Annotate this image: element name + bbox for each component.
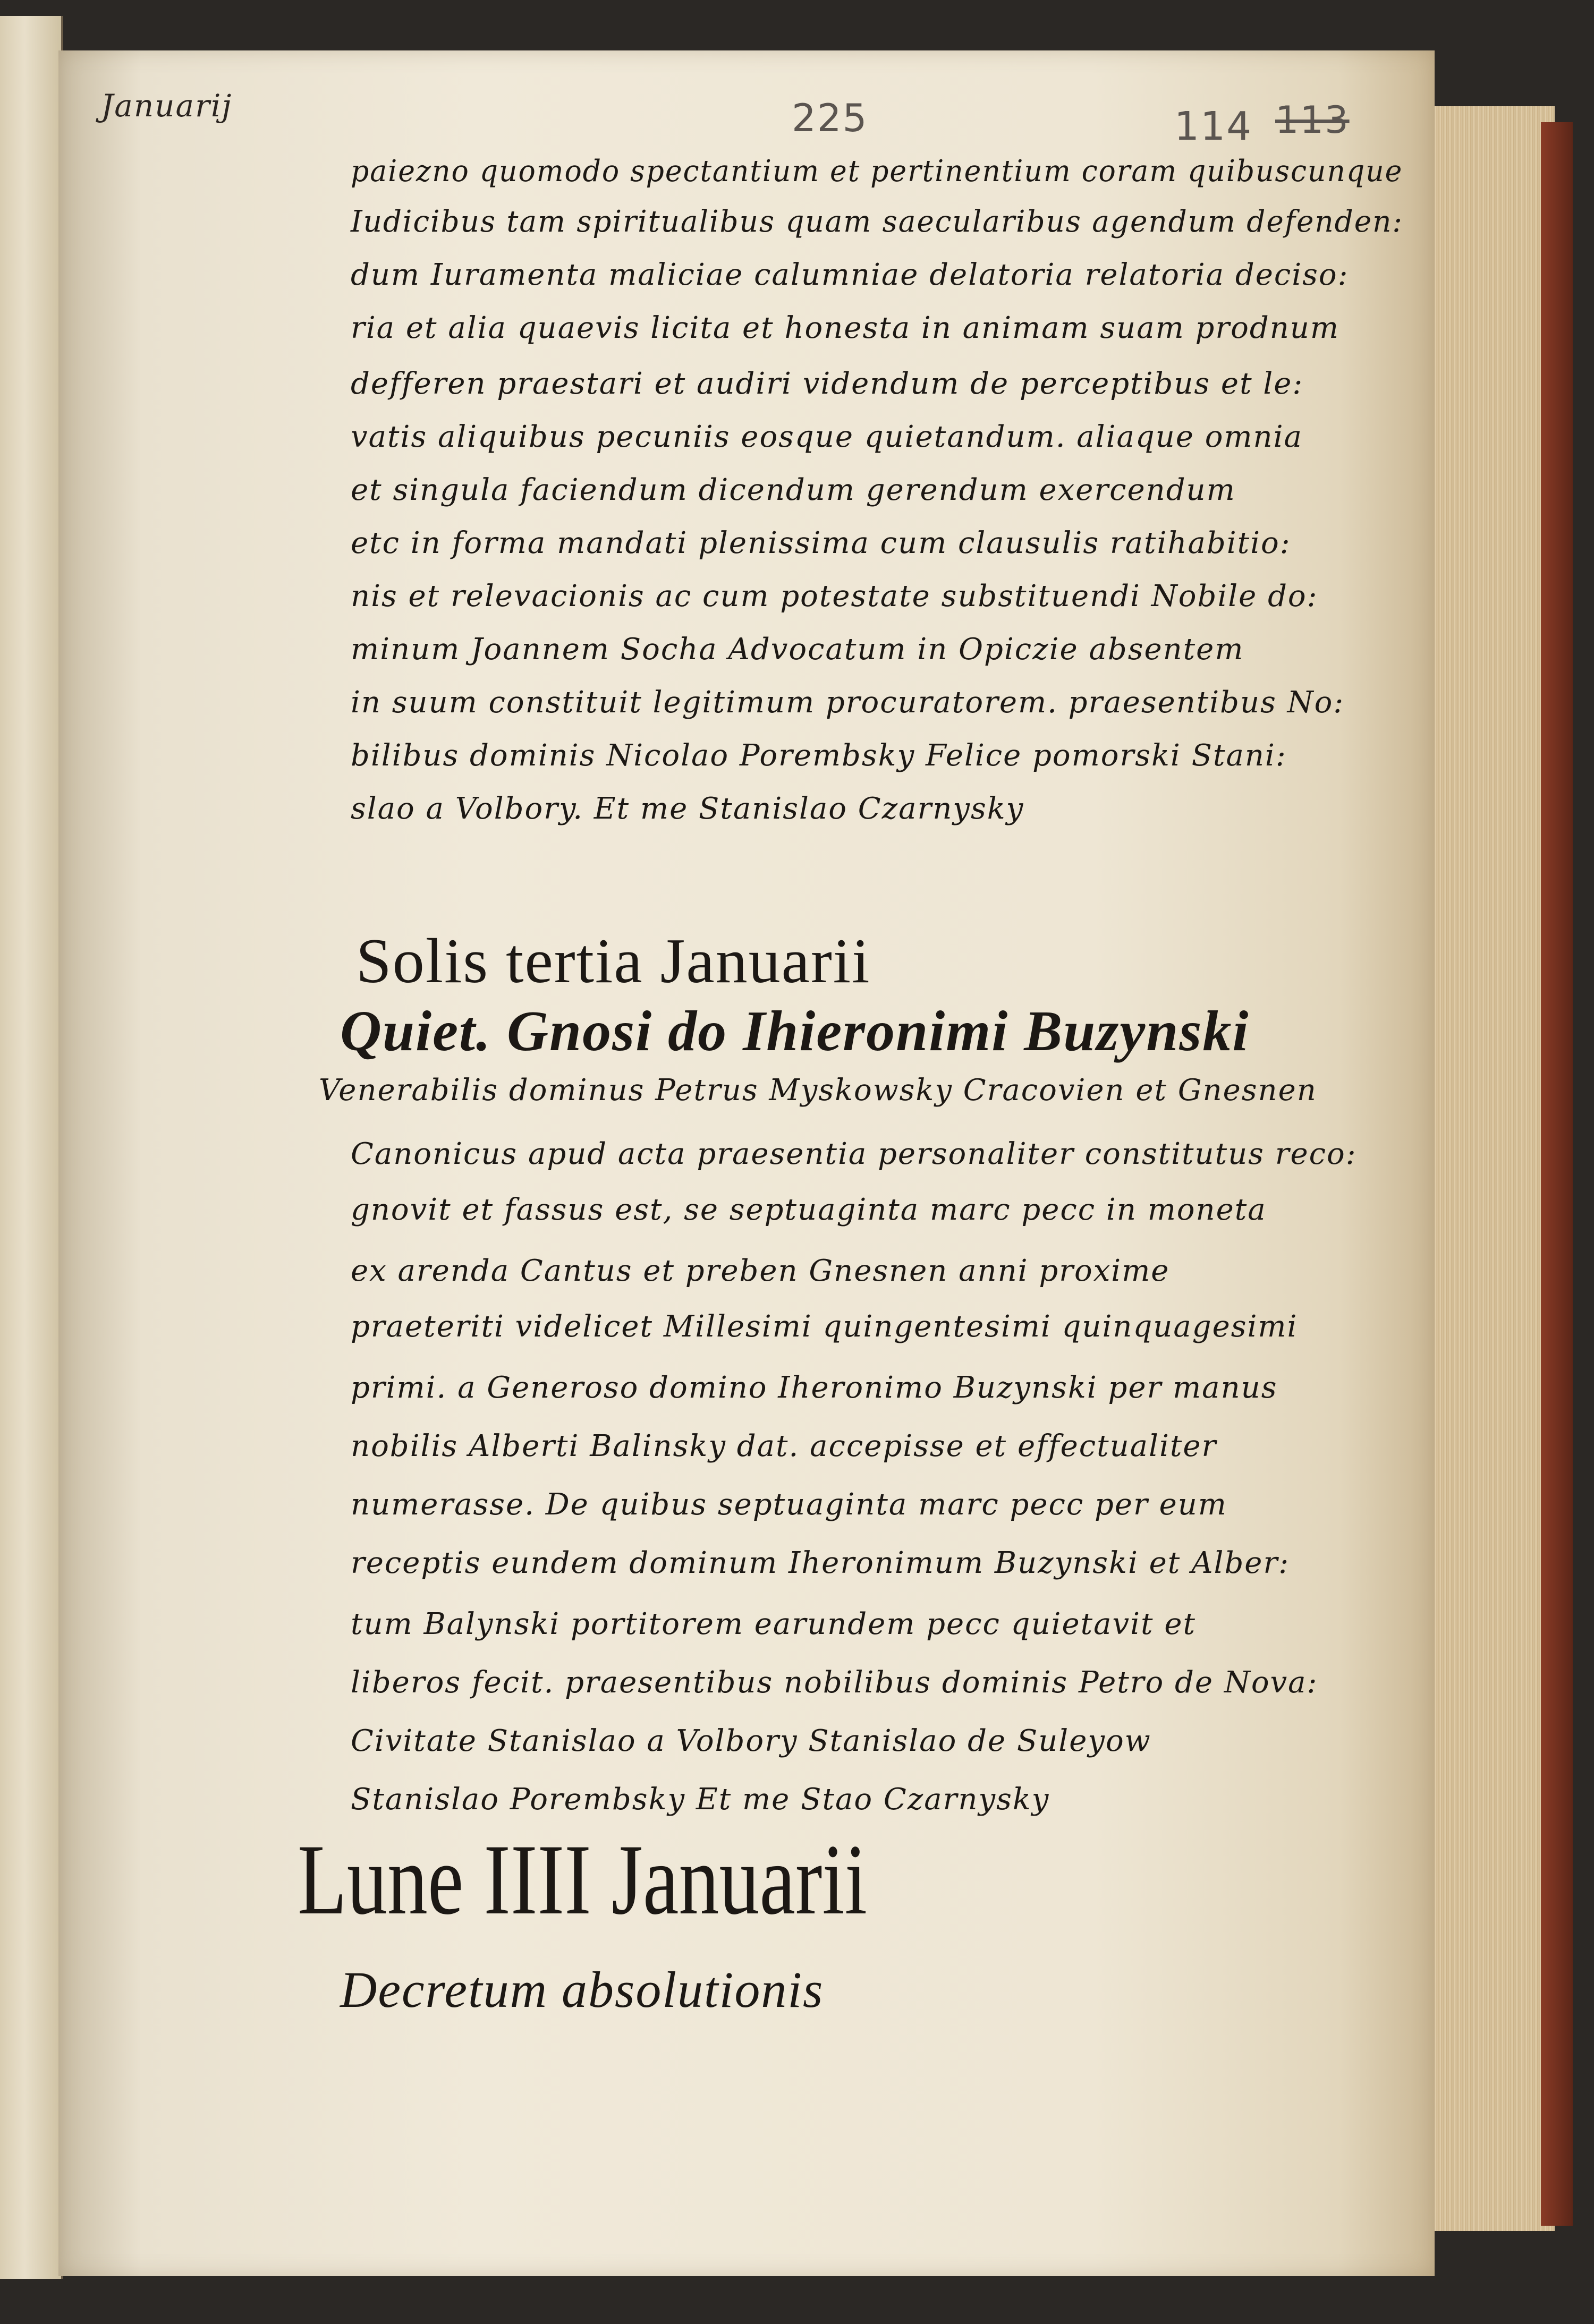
text-line: nobilis Alberti Balinsky dat. accepisse et effectualiter [351,1429,1217,1463]
heading-title-2: Decretum absolutionis [340,1961,824,2018]
text-line: vatis aliquibus pecuniis eosque quietandum. aliaque omnia [351,420,1303,454]
text-line: paiezno quomodo spectantium et pertinentium coram quibuscunque [351,154,1403,189]
text-line: bilibus dominis Nicolao Porembsky Felice pomorski Stani: [351,738,1287,773]
folio-number-1: 114 [1174,104,1253,149]
book-cover [1541,122,1573,2226]
text-line: et singula faciendum dicendum gerendum exercendum [351,473,1236,507]
text-line: receptis eundem dominum Iheronimum Buzynski et Alber: [351,1546,1290,1580]
text-line: minum Joannem Socha Advocatum in Opiczie absentem [351,632,1244,667]
text-line: ex arenda Cantus et preben Gnesnen anni proxime [351,1254,1170,1288]
text-line: Iudicibus tam spiritualibus quam saecularibus agendum defenden: [351,205,1403,239]
text-line: Venerabilis dominus Petrus Myskowsky Cracovien et Gnesnen [319,1073,1317,1108]
text-line: Canonicus apud acta praesentia personaliter constitutus reco: [351,1137,1357,1171]
text-line: primi. a Generoso domino Iheronimo Buzynski per manus [351,1370,1278,1405]
heading-date-1: Solis tertia Januarii [356,925,871,996]
heading-date-2: Lune IIII Januarii [298,1824,867,1936]
text-line: nis et relevacionis ac cum potestate substituendi Nobile do: [351,579,1318,614]
text-line: numerasse. De quibus septuaginta marc pecc per eum [351,1487,1227,1522]
text-line: praeteriti videlicet Millesimi quingentesimi quinquagesimi [351,1309,1298,1344]
folio-number-2: 113 [1275,98,1350,142]
text-line: defferen praestari et audiri videndum de perceptibus et le: [351,367,1304,401]
page-number: 225 [792,96,868,140]
left-page-edge [0,16,63,2279]
margin-heading: Januarij [101,88,233,124]
text-line: dum Iuramenta maliciae calumniae delatoria relatoria deciso: [351,258,1349,292]
heading-title-1: Quiet. Gnosi do Ihieronimi Buzynski [340,1000,1250,1063]
text-line: in suum constituit legitimum procuratorem. praesentibus No: [351,685,1345,720]
text-line: etc in forma mandati plenissima cum clausulis ratihabitio: [351,526,1291,560]
text-line: ria et alia quaevis licita et honesta in animam suam prodnum [351,311,1339,345]
page-block-edge [1429,106,1555,2231]
text-line: liberos fecit. praesentibus nobilibus dominis Petro de Nova: [351,1665,1318,1700]
text-line: gnovit et fassus est, se septuaginta marc pecc in moneta [351,1193,1267,1227]
text-line: Stanislao Porembsky Et me Stao Czarnysky [351,1782,1050,1817]
text-line: tum Balynski portitorem earundem pecc quietavit et [351,1607,1196,1641]
text-line: slao a Volbory. Et me Stanislao Czarnysky [351,791,1024,826]
text-line: Civitate Stanislao a Volbory Stanislao de Suleyow [351,1724,1151,1758]
